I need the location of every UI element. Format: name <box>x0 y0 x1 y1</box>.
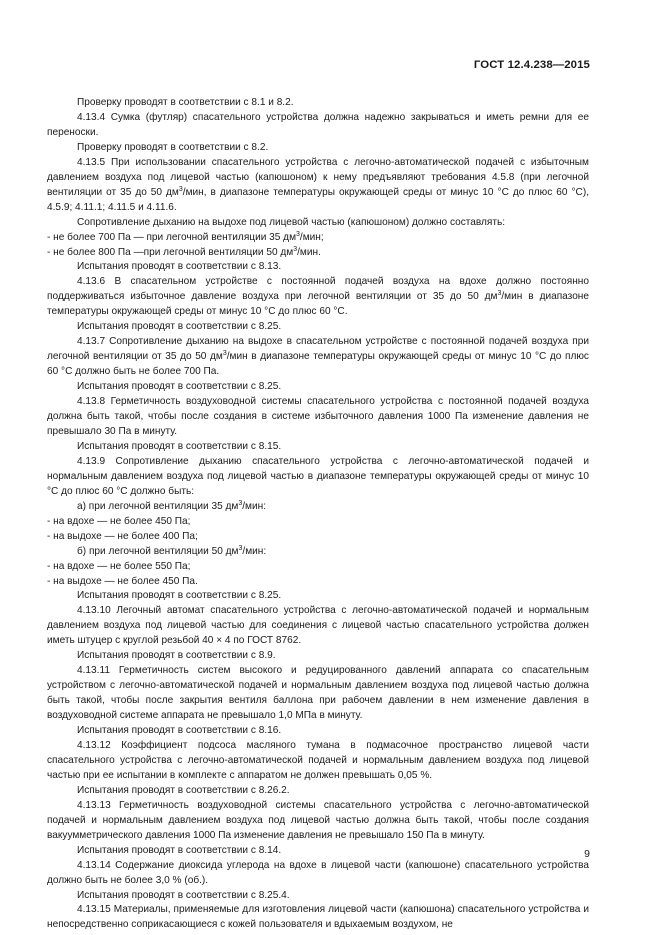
page-number: 9 <box>584 848 590 860</box>
paragraph: Испытания проводят в соответствии с 8.14. <box>77 844 282 856</box>
paragraph: Испытания проводят в соответствии с 8.25. <box>77 321 282 333</box>
clause-4-13-8: 4.13.8 Герметичность воздуховодной системы спасательного устройства с постоянной подачей воздуха должна быть такой, чтобы после создания в системе избыточного давления 1000 Па изменение давления не превышало 30 Па в минуту. <box>47 396 589 437</box>
clause-4-13-10: 4.13.10 Легочный автомат спасательного устройства с легочно-автоматической подачей и нормальным давлением воздуха под лицевой частью для соединения с лицевой частью спасательного устройства должен иметь штуцер с круглой резьбой 40 × 4 по ГОСТ 8762. <box>47 605 589 647</box>
clause-4-13-5: 4.13.5 При использовании спасательного устройства с легочно-автоматической подачей с избыточным давлением воздуха под лицевой частью (капюшоном) к нему предъявляют требования 4.5.8 (при легочной вентиляции от 35 до 50 $дм^3$/мин, в диапазоне температуры окружающей среды от минус 10 °С до плюс 60 °С), 4.5.9; 4.11.1; 4.11.5 и 4.11.6. <box>47 156 589 213</box>
list-item: - не более 800 Па —при легочной вентиляции 50 $дм^3$/мин. <box>47 245 321 258</box>
paragraph: Испытания проводят в соответствии с 8.16. <box>77 725 282 737</box>
paragraph: Проверку проводят в соответствии с 8.1 и 8.2. <box>77 97 294 108</box>
clause-4-13-14: 4.13.14 Содержание диоксида углерода на вдохе в лицевой части (капюшоне) спасательного устройства должно быть не более 3,0 % (об.). <box>47 859 589 886</box>
document-body <box>47 96 589 933</box>
list-item: - на выдохе — не более 400 Па; <box>47 530 198 542</box>
clause-4-13-15: 4.13.15 Материалы, применяемые для изготовления лицевой части (капюшона) спасательного устройства и непосредственно соприкасающиеся с кожей пользователя и вдыхаемым воздухом, не <box>47 904 589 931</box>
document-header: ГОСТ 12.4.238—2015 <box>473 59 590 71</box>
paragraph: Испытания проводят в соответствии с 8.25. <box>77 590 282 602</box>
clause-4-13-6: 4.13.6 В спасательном устройстве с постоянной подачей воздуха на вдохе должно постоянно поддерживаться избыточное давление воздуха при легочной вентиляции от 35 до 50 $дм^3$/мин в диапазоне температуры окружающей среды от минус 10 °С до плюс 60 °С. <box>47 276 589 318</box>
list-item: - на вдохе — не более 550 Па; <box>47 560 191 572</box>
clause-4-13-11: 4.13.11 Герметичность систем высокого и редуцированного давлений аппарата со спасательным устройством с легочно-автоматической подачей и нормальным давлением воздуха под лицевой частью должна быть такой, чтобы после закрытия вентиля баллона при рабочем давлении в нем изменение давления в воздуховодной системе аппарата не превышало 1,0 МПа в минуту. <box>47 665 589 722</box>
list-item: - не более 700 Па — при легочной вентиляции 35 $дм^3$/мин; <box>47 230 324 243</box>
list-item: - на вдохе — не более 450 Па; <box>47 515 191 527</box>
list-item: - на выдохе — не более 450 Па. <box>47 575 198 587</box>
paragraph: Испытания проводят в соответствии с 8.25. <box>77 381 282 393</box>
list-item: а) при легочной вентиляции 35 $дм^3$/мин: <box>77 499 266 512</box>
paragraph: Проверку проводят в соответствии с 8.2. <box>77 141 269 153</box>
clause-4-13-4: 4.13.4 Сумка (футляр) спасательного устройства должна надежно закрываться и иметь ремни для ее переноски. <box>47 111 589 138</box>
paragraph: Испытания проводят в соответствии с 8.15. <box>77 440 282 452</box>
clause-4-13-13: 4.13.13 Герметичность воздуховодной системы спасательного устройства с легочно-автоматической подачей и нормальным давлением воздуха под лицевой частью должна быть такой, чтобы после создания вакуумметрического давления 1000 Па изменение давления не превышало 150 Па в минуту. <box>47 799 589 841</box>
paragraph: Испытания проводят в соответствии с 8.25.4. <box>77 889 290 901</box>
paragraph: Испытания проводят в соответствии с 8.26.2. <box>77 784 290 796</box>
clause-4-13-7: 4.13.7 Сопротивление дыханию на выдохе в спасательном устройстве с постоянной подачей воздуха при легочной вентиляции от 35 до 50 $дм^3$/мин в диапазоне температуры окружающей среды от минус 10 °С до плюс 60 °С должно быть не более 700 Па. <box>47 336 589 378</box>
paragraph: Испытания проводят в соответствии с 8.13. <box>77 261 282 273</box>
paragraph: Сопротивление дыханию на выдохе под лицевой частью (капюшоном) должно составлять: <box>77 216 506 228</box>
clause-4-13-9: 4.13.9 Сопротивление дыханию спасательного устройства с легочно-автоматической подачей и нормальным давлением воздуха под лицевой частью в диапазоне температуры окружающей среды от минус 10 °С до плюс 60 °С должно быть: <box>47 455 589 497</box>
list-item: б) при легочной вентиляции 50 $дм^3$/мин: <box>77 544 267 557</box>
clause-4-13-12: 4.13.12 Коэффициент подсоса масляного тумана в подмасочное пространство лицевой части спасательного устройства с легочно-автоматической подачей и нормальным давлением воздуха под лицевой частью при ее испытании в комплекте с аппаратом не должен превышать 0,05 %. <box>47 739 589 781</box>
paragraph: Испытания проводят в соответствии с 8.9. <box>77 650 276 662</box>
